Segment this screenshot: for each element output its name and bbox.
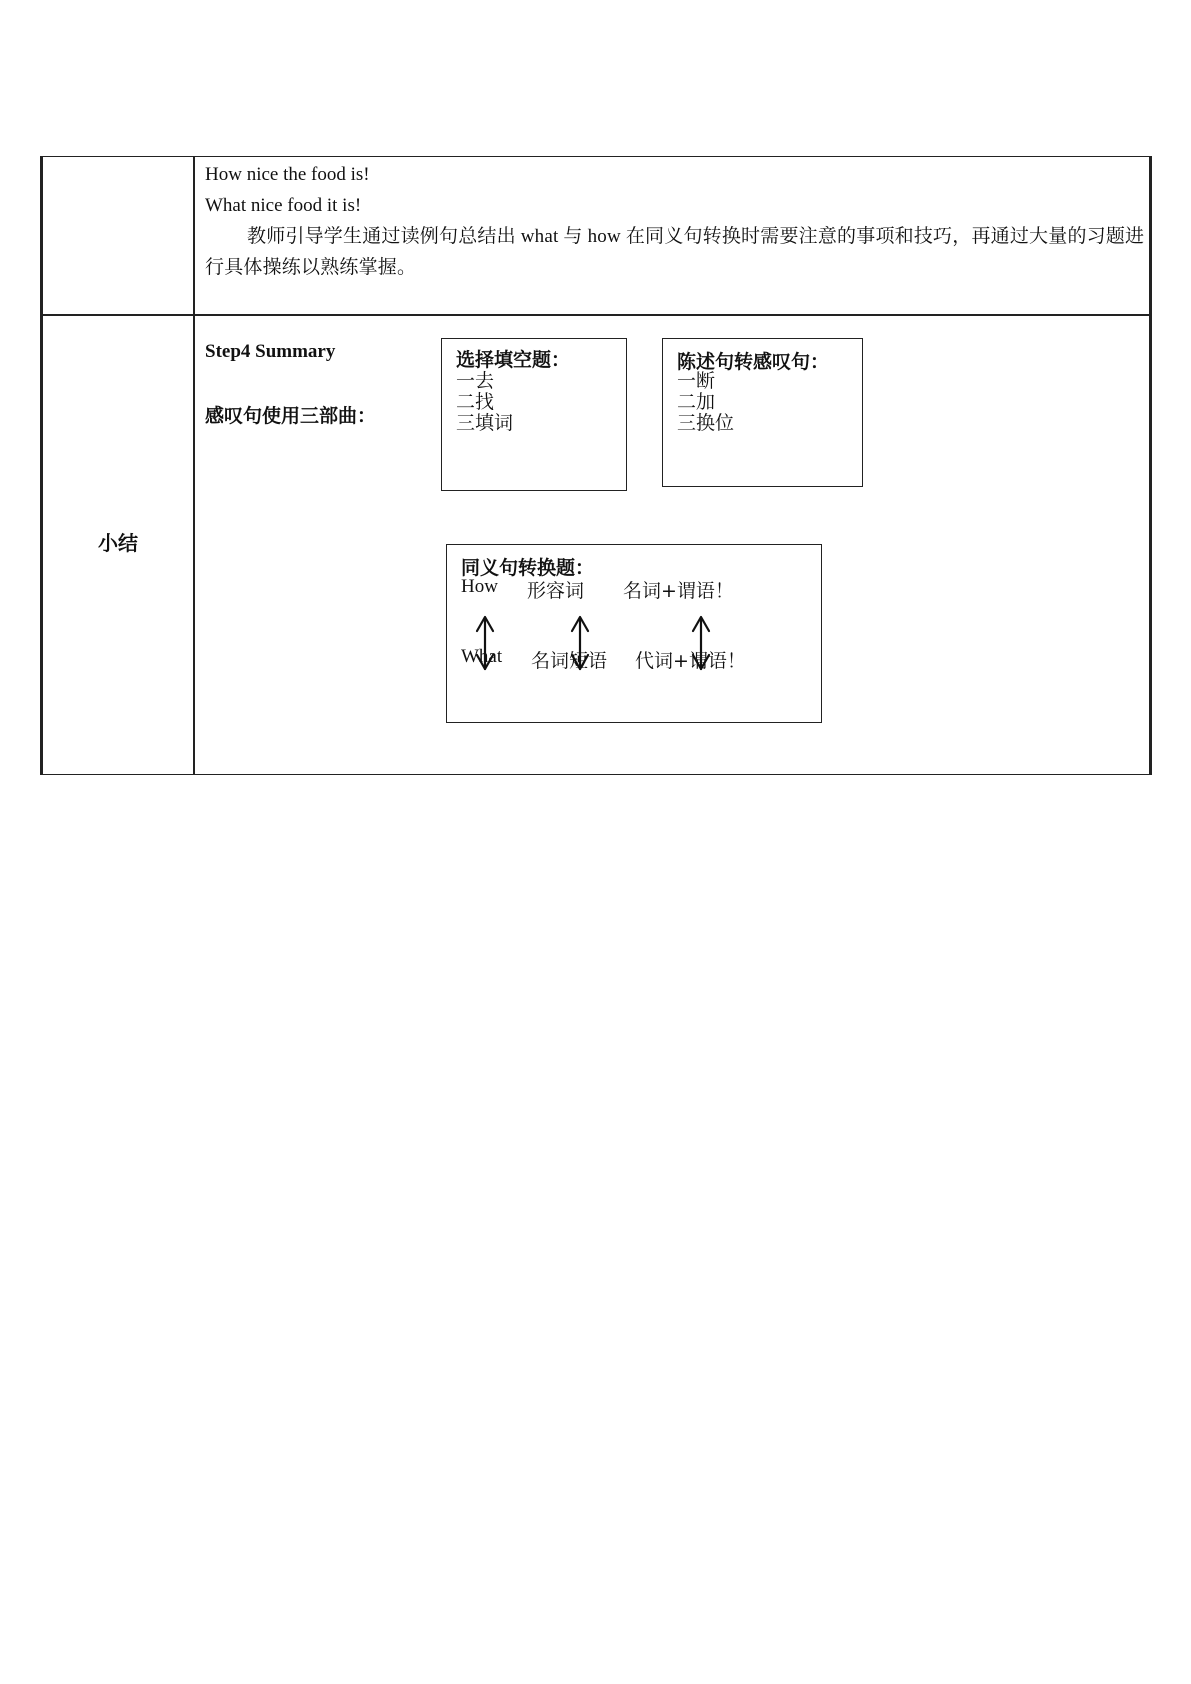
box-fill-blank (441, 338, 627, 491)
box-item: 一去 (456, 370, 495, 392)
box-title: 陈述句转感叹句： (677, 351, 830, 373)
box-synonym-conversion (446, 544, 822, 723)
how-word: How (461, 576, 498, 597)
adjective-word: 形容词 (527, 580, 585, 602)
box-item: 三换位 (677, 412, 735, 434)
conversion-arrows (447, 545, 823, 724)
noun-predicate-word: 名词+谓语！ (623, 580, 734, 602)
box-title: 同义句转换题： (461, 557, 595, 579)
example-sentence-what: What nice food it is! (205, 195, 362, 216)
step-title: Step4 Summary (205, 341, 336, 362)
row-divider (43, 314, 1149, 316)
box-item: 二找 (456, 391, 495, 413)
pronoun-predicate-word: 代词+谓语！ (635, 650, 746, 672)
box-statement-to-exclamation (662, 338, 863, 487)
what-word: What (461, 646, 503, 667)
teaching-paragraph: 教师引导学生通过读例句总结出 what 与 how 在同义句转换时需要注意的事项和技巧，再通过大量的习题进行具体操练以熟练掌握。 (205, 226, 1145, 278)
box-item: 二加 (677, 391, 716, 413)
column-divider (193, 157, 195, 774)
row1-content (205, 159, 1145, 283)
example-sentence-how: How nice the food is! (205, 164, 370, 185)
double-arrow-icon (693, 617, 709, 669)
noun-phrase-word: 名词短语 (531, 650, 608, 672)
row-label-summary: 小结 (98, 531, 138, 555)
box-title: 选择填空题： (456, 349, 571, 371)
box-item: 三填词 (456, 412, 514, 434)
double-arrow-icon (572, 617, 588, 669)
box-item: 一断 (677, 370, 716, 392)
double-arrow-icon (477, 617, 493, 669)
step-subtitle: 感叹句使用三部曲： (205, 405, 377, 427)
